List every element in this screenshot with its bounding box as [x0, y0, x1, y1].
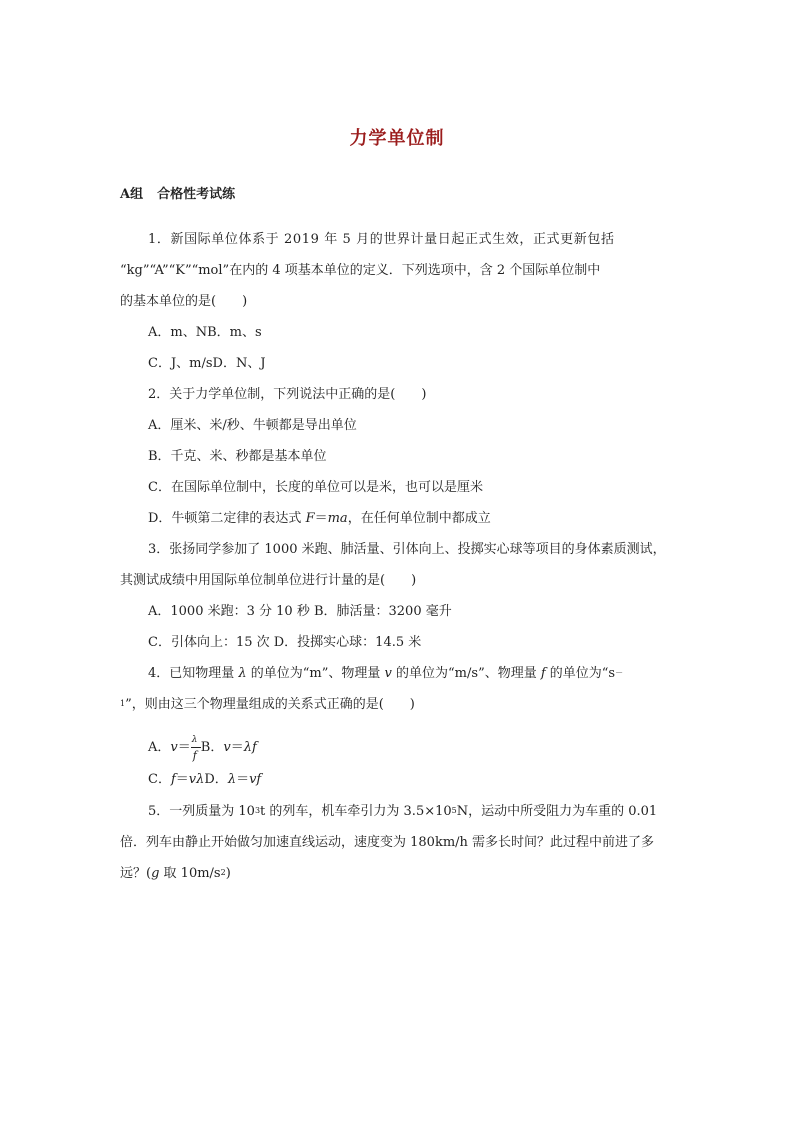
q3-option-ab: A．1000 米跑：3 分 10 秒 B．肺活量：3200 毫升 [148, 604, 452, 619]
q3-option-cd: C．引体向上：15 次 D．投掷实心球：14.5 米 [148, 635, 422, 650]
q5-line-3 [120, 864, 676, 885]
q4-option-d-label: D． [204, 772, 228, 787]
q4-text-4: 的单位为“s [545, 666, 616, 681]
q4-option-d-eq: ＝ [236, 772, 250, 787]
q4-line-1 [148, 664, 704, 685]
q4-text-2: 的单位为“m”、物理量 [246, 666, 385, 681]
q4-option-c-rhs: vλ [188, 772, 205, 787]
q4-option-a-v: v [170, 740, 178, 755]
q2-option-d-ma: ma [327, 511, 348, 526]
q4-option-a-eq: ＝ [177, 740, 191, 755]
q4-option-b-label: B． [200, 740, 224, 755]
q5-text-2: t 的列车，机车牵引力为 3.5×10 [260, 804, 452, 819]
q4-v: v [384, 666, 392, 681]
q2-option-d-prefix: D．牛顿第二定律的表达式 [148, 511, 306, 526]
q2-option-b: B．千克、米、秒都是基本单位 [148, 449, 327, 464]
q4-option-b-rhs: λf [243, 740, 257, 755]
q5-line-1 [148, 802, 704, 823]
q4-f: f [540, 666, 546, 681]
q2-option-d-suffix: ，在任何单位制中都成立 [347, 511, 491, 526]
q4-line-2-text: ”，则由这三个物理量组成的关系式正确的是( ) [125, 697, 415, 712]
q4-option-c-eq: ＝ [175, 772, 189, 787]
q5-text-6: ) [225, 866, 231, 881]
q5-text-1: 5．一列质量为 10 [148, 804, 255, 819]
q5-exp-3: 2 [220, 868, 226, 877]
q4-option-b-v: v [223, 740, 231, 755]
q5-exp-1: 3 [254, 806, 261, 815]
q4-option-a-fraction [191, 735, 201, 762]
q4-option-c-label: C． [148, 772, 171, 787]
q2-option-a: A．厘米、米/秒、牛顿都是导出单位 [148, 418, 357, 433]
q1-line-1: 1．新国际单位体系于 2019 年 5 月的世界计量日起正式生效，正式更新包括 [148, 232, 615, 247]
fraction-numerator: λ [191, 735, 198, 745]
q4-option-ab [148, 735, 704, 762]
q4-option-cd [148, 770, 704, 790]
q4-option-a-label: A． [148, 740, 171, 755]
q4-option-c-f: f [170, 772, 176, 787]
q2-option-c: C．在国际单位制中，长度的单位可以是米，也可以是厘米 [148, 480, 483, 495]
q5-text-3: N，运动中所受阻力为车重的 0.01 [456, 804, 658, 819]
q4-exp-1: 1 [120, 699, 126, 708]
q2-stem: 2．关于力学单位制，下列说法中正确的是( ) [148, 387, 427, 402]
q5-text-5: 取 10m/s [159, 866, 221, 881]
q5-text-4: 远？( [120, 866, 152, 881]
q4-option-b-eq: ＝ [230, 740, 244, 755]
section-name: 合格性考试练 [157, 187, 236, 202]
q4-line-2 [120, 695, 676, 716]
q4-minus-sup: － [615, 668, 624, 677]
q5-exp-2: 5 [451, 806, 457, 815]
q5-line-2: 倍．列车由静止开始做匀加速直线运动，速度变为 180km/h 需多长时间？此过程中前进了多 [120, 835, 655, 850]
section-heading [120, 183, 235, 202]
q2-option-d-f: F [305, 511, 315, 526]
q1-option-cd: C．J、m/sD．N、J [148, 356, 266, 371]
q5-g: g [151, 866, 160, 881]
section-group: A组 [120, 187, 144, 202]
q2-option-d [148, 509, 704, 529]
q1-line-2: “kg”“A”“K”“mol”在内的 4 项基本单位的定义．下列选项中，含 2 个国际单位制中 [120, 263, 601, 278]
q4-option-d-lambda: λ [227, 772, 237, 787]
q3-line-2: 其测试成绩中用国际单位制单位进行计量的是( ) [120, 573, 417, 588]
fraction-denominator: f [192, 749, 197, 762]
q3-line-1: 3．张扬同学参加了 1000 米跑、肺活量、引体向上、投掷实心球等项目的身体素质测试， [148, 542, 666, 557]
q2-option-d-eq: ＝ [314, 511, 328, 526]
q4-option-d-rhs: vf [249, 772, 262, 787]
q4-text-1: 4．已知物理量 [148, 666, 239, 681]
page-title: 力学单位制 [349, 128, 445, 149]
q1-line-3: 的基本单位的是( ) [120, 294, 248, 309]
q4-text-3: 的单位为“m/s”、物理量 [391, 666, 541, 681]
q4-lambda: λ [238, 666, 247, 681]
q1-option-ab: A．m、NB．m、s [148, 325, 262, 340]
